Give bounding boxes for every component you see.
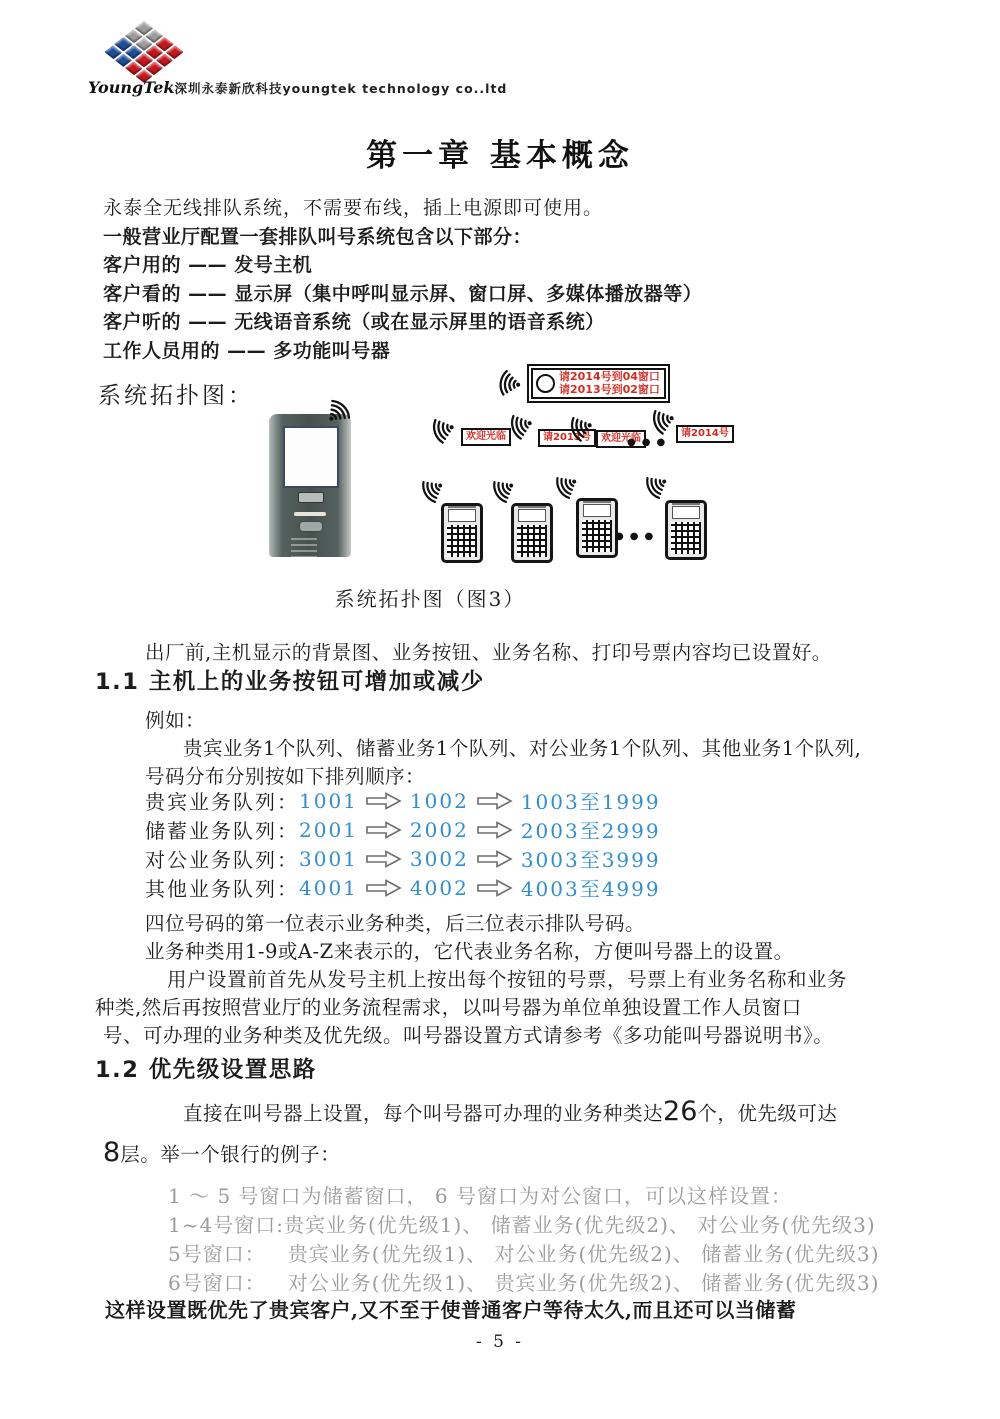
queue-start-number: 4001	[299, 875, 358, 900]
intro-item-customer-see: 客户看的 —— 显示屏（集中呼叫显示屏、窗口屏、多媒体播放器等）	[103, 282, 703, 305]
priority-line-1	[95, 1096, 837, 1127]
setup-paragraph-line-1: 用户设置前首先从发号主机上按出每个按钮的号票，号票上有业务名称和业务	[167, 968, 848, 991]
queue-next-number: 3002	[409, 846, 469, 871]
logo-diamond-grid	[104, 21, 183, 83]
topology-label: 系统拓扑图：	[98, 383, 254, 409]
priority-line-1-tail: 个，优先级可达	[697, 1102, 838, 1125]
priority-line-2	[95, 1137, 340, 1168]
ellipsis-dots: ●●●	[615, 531, 660, 542]
max-priority-levels-count: 8	[103, 1137, 121, 1168]
queue-label: 储蓄业务队列：	[145, 819, 299, 843]
window-display-4: 请2014号	[676, 425, 734, 443]
intro-opening: 永泰全无线排队系统，不需要布线，插上电源即可使用。	[103, 197, 604, 219]
main-call-display	[527, 364, 670, 403]
intro-item-customer-use: 客户用的 —— 发号主机	[103, 254, 313, 276]
queue-row-vip	[145, 786, 661, 815]
chapter-title: 第一章 基本概念	[366, 138, 634, 174]
example-intro-2: 号码分布分别按如下排列顺序：	[145, 765, 426, 788]
bank-example-line-4: 6号窗口： 对公业务(优先级1)、 贵宾业务(优先级2)、 储蓄业务(优先级3)	[168, 1271, 880, 1295]
window-display-2: 请2013号	[538, 429, 596, 447]
wifi-signal-icon	[488, 367, 524, 399]
queue-label: 其他业务队列：	[145, 877, 299, 901]
bank-example-line-3: 5号窗口： 贵宾业务(优先级1)、 对公业务(优先级2)、 储蓄业务(优先级3)	[168, 1242, 880, 1266]
wifi-signal-icon	[420, 413, 459, 450]
kiosk-screen	[283, 426, 339, 488]
queue-row-savings	[145, 815, 661, 844]
intro-item-staff-use: 工作人员用的 —— 多功能叫号器	[103, 339, 391, 362]
queue-range: 4003至4999	[520, 877, 661, 901]
intro-item-customer-hear: 客户听的 —— 无线语音系统（或在显示屏里的语音系统）	[103, 311, 605, 333]
flow-arrow-icon	[365, 821, 403, 839]
main-display-line-1: 请2014号到04窗口	[559, 370, 660, 383]
max-service-types-count: 26	[663, 1096, 698, 1127]
bank-example-line-1: 1 ～ 5 号窗口为储蓄窗口， 6 号窗口为对公窗口，可以这样设置：	[168, 1184, 792, 1208]
queue-label: 对公业务队列：	[145, 848, 299, 872]
section-1-1-heading: 1.1 主机上的业务按钮可增加或减少	[95, 669, 485, 695]
numbering-note-2: 业务种类用1-9或A-Z来表示的，它代表业务名称，方便叫号器上的设置。	[145, 940, 794, 963]
calling-terminal-device	[511, 503, 553, 563]
ellipsis-dots: ●●●	[627, 437, 672, 448]
priority-line-1-text: 直接在叫号器上设置，每个叫号器可办理的业务种类达	[183, 1102, 664, 1125]
closing-line: 这样设置既优先了贵宾客户,又不至于使普通客户等待太久,而且还可以当储蓄	[105, 1298, 797, 1322]
kiosk-button	[298, 492, 324, 503]
page-number: - 5 -	[475, 1332, 525, 1352]
queue-start-number: 3001	[299, 846, 358, 871]
queue-range: 1003至1999	[520, 790, 661, 814]
flow-arrow-icon	[476, 821, 514, 839]
intro-section	[103, 194, 923, 365]
logo-block	[88, 22, 508, 100]
flow-arrow-icon	[476, 792, 514, 810]
queue-range: 2003至2999	[520, 819, 661, 843]
flow-arrow-icon	[365, 792, 403, 810]
setup-paragraph-line-2: 种类,然后再按照营业厅的业务流程需求，以叫号器为单位单独设置工作人员窗口	[95, 996, 802, 1019]
main-display-line-2: 请2013号到02窗口	[559, 382, 660, 396]
logo-text	[88, 78, 507, 97]
calling-terminal-device	[441, 503, 483, 563]
speaker-icon	[536, 374, 555, 393]
setup-paragraph-line-3: 号、可办理的业务种类及优先级。叫号器设置方式请参考《多功能叫号器说明书》。	[103, 1024, 834, 1047]
window-display-3: 欢迎光临	[596, 430, 646, 448]
flow-arrow-icon	[476, 850, 514, 868]
window-display-1: 欢迎光临	[461, 428, 511, 446]
company-logo-icon	[116, 24, 180, 78]
kiosk-button-2	[299, 521, 323, 532]
flow-arrow-icon	[365, 879, 403, 897]
factory-note: 出厂前,主机显示的背景图、业务按钮、业务名称、打印号票内容均已设置好。	[145, 641, 832, 664]
wifi-signal-icon	[640, 404, 679, 441]
kiosk-ticket-slot	[294, 512, 326, 516]
queue-row-corporate	[145, 844, 661, 873]
company-name: 深圳永泰新欣科技youngtek technology co..ltd	[174, 81, 508, 96]
example-intro: 贵宾业务1个队列、储蓄业务1个队列、对公业务1个队列、其他业务1个队列,	[183, 737, 862, 760]
queue-label: 贵宾业务队列：	[145, 790, 299, 814]
bank-example-line-2: 1~4号窗口:贵宾业务(优先级1)、 储蓄业务(优先级2)、 对公业务(优先级3)	[168, 1213, 876, 1237]
ticket-dispenser-kiosk	[269, 414, 351, 557]
intro-config-line: 一般营业厅配置一套排队叫号系统包含以下部分：	[103, 225, 533, 248]
brand-name: YoungTek	[88, 78, 175, 97]
priority-line-2-tail: 层。举一个银行的例子：	[120, 1143, 341, 1166]
calling-terminal-device	[576, 498, 618, 558]
queue-start-number: 1001	[299, 788, 358, 813]
queue-row-other	[145, 873, 661, 902]
kiosk-decal	[291, 538, 317, 564]
section-1-2-heading: 1.2 优先级设置思路	[95, 1057, 317, 1083]
queue-next-number: 1002	[409, 788, 469, 813]
calling-terminal-device	[665, 500, 707, 560]
queue-range: 3003至3999	[520, 848, 661, 872]
queue-next-number: 2002	[409, 817, 469, 842]
example-label: 例如：	[145, 709, 206, 732]
queue-start-number: 2001	[299, 817, 358, 842]
queue-next-number: 4002	[409, 875, 469, 900]
numbering-note-1: 四位号码的第一位表示业务种类，后三位表示排队号码。	[145, 912, 646, 935]
flow-arrow-icon	[365, 850, 403, 868]
flow-arrow-icon	[476, 879, 514, 897]
figure-caption: 系统拓扑图（图3）	[334, 587, 526, 611]
